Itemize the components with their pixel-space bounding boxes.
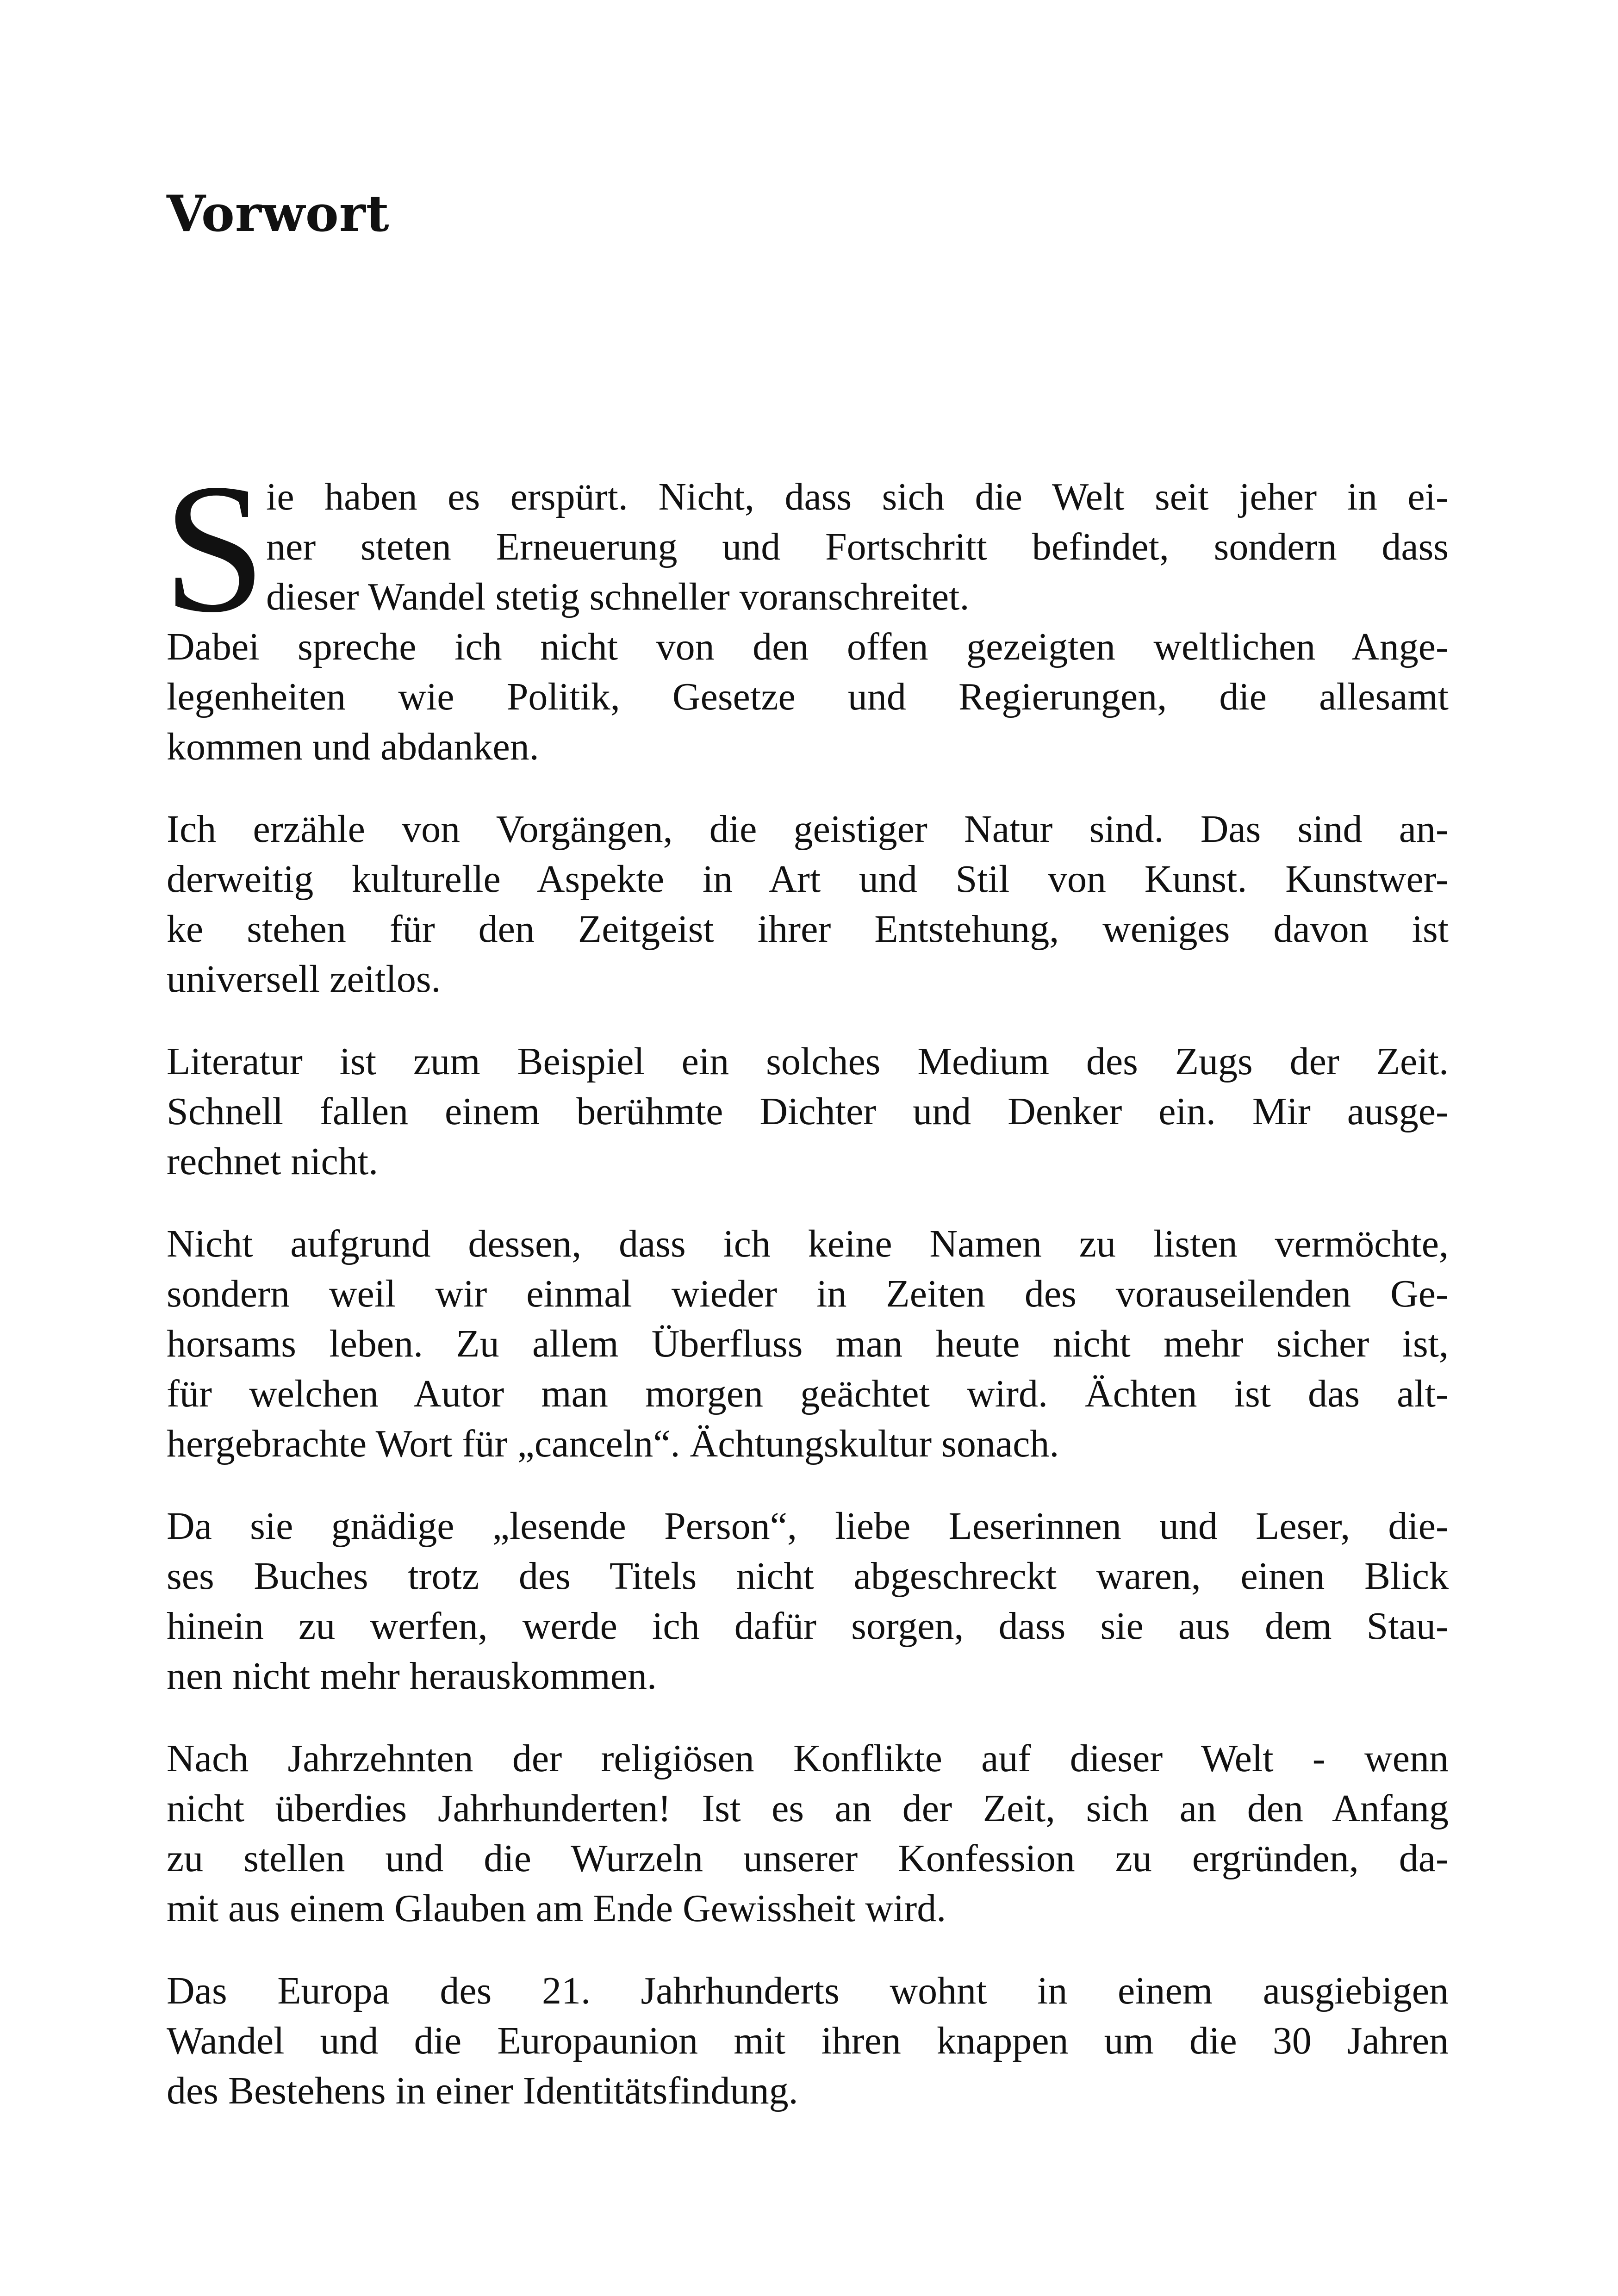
text-line: Nicht aufgrund dessen, dass ich keine Namen zu listen vermöchte, xyxy=(167,1222,1449,1265)
text-line: für welchen Autor man morgen geächtet wird. Ächten ist das alt- xyxy=(167,1372,1449,1415)
text-line: hinein zu werfen, werde ich dafür sorgen, dass sie aus dem Stau- xyxy=(167,1605,1449,1648)
text-line: rechnet nicht. xyxy=(167,1140,379,1183)
paragraph xyxy=(167,804,1449,1004)
text-line: sondern weil wir einmal wieder in Zeiten des vorauseilenden Ge- xyxy=(167,1272,1449,1315)
chapter-title: Vorwort xyxy=(167,185,390,243)
text-line: Da sie gnädige „lesende Person“, liebe Leserinnen und Leser, die- xyxy=(167,1505,1449,1548)
body-text xyxy=(163,446,1449,2148)
text-line: Ich erzähle von Vorgängen, die geistiger Natur sind. Das sind an- xyxy=(167,808,1449,851)
text-line: des Bestehens in einer Identitätsfindung. xyxy=(167,2069,798,2112)
text-line: dieser Wandel stetig schneller voranschreitet. xyxy=(266,575,970,618)
text-line: universell zeitlos. xyxy=(167,958,441,1001)
drop-cap: S xyxy=(163,446,266,651)
text-line: zu stellen und die Wurzeln unserer Konfession zu ergründen, da- xyxy=(167,1837,1449,1880)
text-line: Dabei spreche ich nicht von den offen gezeigten weltlichen Ange- xyxy=(167,625,1449,668)
text-line: Das Europa des 21. Jahrhunderts wohnt in einem ausgiebigen xyxy=(167,1969,1449,2012)
paragraph xyxy=(167,1966,1449,2116)
paragraph xyxy=(167,1501,1449,1701)
text-line: nicht überdies Jahrhunderten! Ist es an der Zeit, sich an den Anfang xyxy=(167,1787,1449,1830)
text-line: mit aus einem Glauben am Ende Gewissheit wird. xyxy=(167,1887,946,1930)
text-line: Literatur ist zum Beispiel ein solches Medium des Zugs der Zeit. xyxy=(167,1040,1449,1083)
text-line: legenheiten wie Politik, Gesetze und Regierungen, die allesamt xyxy=(167,675,1449,718)
text-line: kommen und abdanken. xyxy=(167,725,539,768)
text-line: derweitig kulturelle Aspekte in Art und Stil von Kunst. Kunstwer- xyxy=(167,858,1449,901)
text-line: hergebrachte Wort für „canceln“. Ächtungskultur sonach. xyxy=(167,1422,1059,1465)
text-line: ses Buches trotz des Titels nicht abgeschreckt waren, einen Blick xyxy=(167,1555,1449,1598)
text-line: Nach Jahrzehnten der religiösen Konflikte auf dieser Welt - wenn xyxy=(167,1737,1449,1780)
text-line: ie haben es erspürt. Nicht, dass sich die Welt seit jeher in ei- xyxy=(266,475,1449,518)
text-line: nen nicht mehr herauskommen. xyxy=(167,1655,657,1698)
paragraph xyxy=(167,1734,1449,1934)
text-line: ke stehen für den Zeitgeist ihrer Entstehung, weniges davon ist xyxy=(167,908,1449,951)
paragraph-intro xyxy=(163,446,1449,772)
paragraph xyxy=(167,1219,1449,1469)
text-line: Schnell fallen einem berühmte Dichter und Denker ein. Mir ausge- xyxy=(167,1090,1449,1133)
paragraph xyxy=(167,1037,1449,1187)
text-line: ner steten Erneuerung und Fortschritt befindet, sondern dass xyxy=(266,525,1449,568)
text-line: horsams leben. Zu allem Überfluss man heute nicht mehr sicher ist, xyxy=(167,1322,1449,1365)
text-line: Wandel und die Europaunion mit ihren knappen um die 30 Jahren xyxy=(167,2019,1449,2062)
